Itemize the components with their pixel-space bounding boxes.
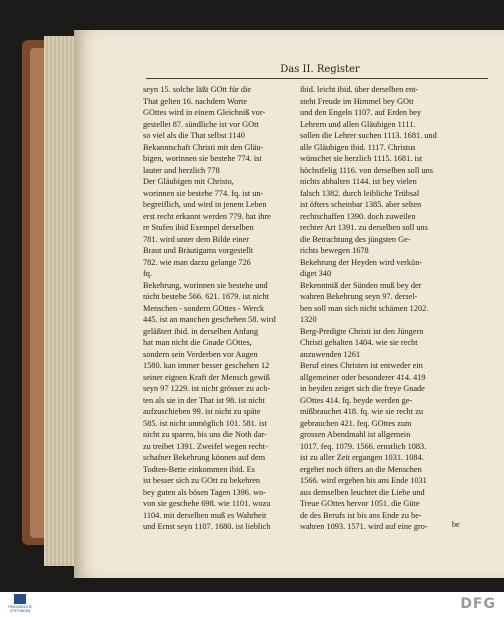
text-line: aufzuschieben 99. ist nicht zu späte bbox=[143, 407, 261, 416]
viewer-footer bbox=[0, 592, 504, 617]
text-line: de des Berufs ist bis ans Ende zu be- bbox=[300, 510, 422, 520]
text-line: Bekehrung der Heyden wird verkün- bbox=[300, 257, 423, 267]
text-line: 1104. mit derselben muß es Wahrheit bbox=[143, 510, 267, 520]
franckesche-stiftungen-logo bbox=[4, 594, 36, 616]
text-line: Todten-Bette einkommen ibid. Es bbox=[143, 464, 255, 474]
text-line: 781. wird unter dem Bilde einer bbox=[143, 234, 249, 244]
text-line: 1580. kan immer besser geschehen 12 bbox=[143, 361, 270, 370]
text-line: schafner Bekehrung können auf dem bbox=[143, 453, 266, 462]
text-line: GOttes 414. fq. beyde werden ge- bbox=[300, 395, 413, 405]
text-line: höchstfelig 1116. von derselben soll uns bbox=[300, 165, 434, 175]
text-line: Beruf eines Christen ist entweder ein bbox=[300, 361, 423, 370]
text-line: ibid. leicht ibid. über derselben ent- bbox=[300, 85, 419, 94]
text-line: ist zu aller Zeit ergangen 1031. 1084. bbox=[300, 453, 424, 462]
text-line: ten als sie in der That ist 98. ist nicht bbox=[143, 395, 265, 405]
text-line: von sie geschehe 698. wie 1101. wozu bbox=[143, 499, 271, 508]
text-line: Treue GOttes hervor 1051. die Güte bbox=[300, 499, 420, 508]
text-line: so viel als die That selbst 1140 bbox=[143, 131, 245, 140]
text-line: nicht bestehe 566. 621. 1679. ist nicht bbox=[143, 292, 270, 301]
text-line: aus demselben leuchtet die Liebe und bbox=[300, 487, 425, 497]
text-line: begreiflich, und wird in jenem Leben bbox=[143, 200, 267, 209]
text-line: mißbrauchet 418. fq. wie sie recht zu bbox=[300, 407, 424, 416]
text-line: geläßtert ibid. in derselben Anfang bbox=[143, 326, 258, 336]
text-line: diget 340 bbox=[300, 269, 332, 278]
text-line: ist öfters scheinbar 1385. aber selten bbox=[300, 200, 422, 209]
text-line: re Stufen ibid Exempel derselben bbox=[143, 223, 254, 232]
text-line: hat man nicht die Gnade GOttes, bbox=[143, 338, 252, 347]
text-line: grossen Abendmahl ist allgemein bbox=[300, 430, 411, 439]
logo-text: FRANCKESCHE STIFTUNGEN bbox=[8, 605, 32, 613]
text-line: sollen die Lehrer suchen 1113. 1681. und bbox=[300, 131, 437, 140]
text-line: Bekenntniß der Sünden muß bey der bbox=[300, 280, 422, 290]
catchword: be bbox=[452, 520, 460, 529]
left-column bbox=[143, 84, 301, 533]
text-line: seyn 97 1229. ist nicht grösser zu ach- bbox=[143, 384, 271, 393]
right-column bbox=[300, 84, 458, 533]
text-line: fq. bbox=[143, 269, 152, 278]
running-head: Das II. Register bbox=[280, 64, 360, 75]
dfg-logo: DFG bbox=[460, 596, 496, 612]
text-line: nichts abhalten 1144. ist bey vielen bbox=[300, 177, 417, 186]
text-line: ben soll man sich nicht schämen 1202. bbox=[300, 303, 429, 313]
text-line: sondern sein Verderben vor Augen bbox=[143, 349, 258, 359]
text-line: gestellet 87. sündliche ist vor GOtt bbox=[143, 119, 259, 129]
text-line: 445. ist an manchen geschehen 58. wird bbox=[143, 315, 276, 324]
text-line: bigen, worinnen sie bestehe 774. ist bbox=[143, 154, 262, 163]
text-line: die Betrachtung des jüngsten Ge- bbox=[300, 234, 411, 244]
text-line: bey guten als bösen Tagen 1396. wo- bbox=[143, 487, 267, 497]
text-line: seyn 15. solche läßt GOtt für die bbox=[143, 85, 252, 94]
text-line: in beyden zeiget sich die freye Gnade bbox=[300, 384, 425, 393]
text-line: Bekehrung, worinnen sie bestehe und bbox=[143, 280, 268, 290]
text-line: 782. wie man darzu gelange 726 bbox=[143, 257, 251, 267]
text-line: steht Freude im Himmel bey GOtt bbox=[300, 96, 414, 106]
text-line: Der Gläubigen mit Christo, bbox=[143, 177, 234, 186]
text-line: falsch 1382. durch leibliche Trübsal bbox=[300, 188, 420, 198]
text-line: Bekanntschaft Christi mit den Gläu- bbox=[143, 142, 264, 152]
header-rule bbox=[146, 78, 488, 79]
text-line: zu treibet 1391. Zweifel wegen recht- bbox=[143, 441, 268, 451]
text-line: seiner eignen Kraft der Mensch gewiß bbox=[143, 372, 270, 382]
text-line: 1320 bbox=[300, 315, 317, 324]
text-line: allgemeiner oder besonderer 414. 419 bbox=[300, 372, 426, 382]
text-line: erst recht erkannt werden 779. hat ihre bbox=[143, 211, 271, 221]
text-line: GOttes wird in einem Gleichniß vor- bbox=[143, 108, 266, 117]
text-line: und Ernst seyn 1107. 1680. ist lieblich bbox=[143, 522, 271, 531]
text-line: Lehrern und allen Gläubigen 1111. bbox=[300, 119, 416, 129]
text-line: 1566. wird ergehen bis ans Ende 1031 bbox=[300, 476, 427, 485]
text-line: ergehet noch öfters an die Menschen bbox=[300, 464, 422, 474]
text-line: wünschet sie herzlich 1115. 1681. ist bbox=[300, 154, 423, 163]
text-line: anzuwenden 1261 bbox=[300, 349, 361, 359]
text-line: worinnen sie bestehe 774. fq. ist un- bbox=[143, 188, 264, 198]
text-line: wahren 1093. 1571. wird auf eine gro- bbox=[300, 522, 428, 531]
text-line: 585. ist nicht unmöglich 101. 581. ist bbox=[143, 418, 267, 428]
text-line: rechter Art 1391. zu derselben soll uns bbox=[300, 223, 428, 232]
text-line: Berg-Predigte Christi ist den Jüngern bbox=[300, 326, 424, 336]
text-line: Braut und Bräutigams vorgestellt bbox=[143, 246, 254, 255]
text-line: lauter und herzlich 778 bbox=[143, 165, 220, 175]
logo-icon bbox=[14, 594, 26, 604]
text-line: nicht zu sparen, bis uns die Noth dar- bbox=[143, 430, 267, 439]
text-line: Christi gehalten 1404. wie sie recht bbox=[300, 338, 418, 347]
text-line: richts bewegen 1678 bbox=[300, 246, 369, 255]
text-line: wahren Bekehrung seyn 97. dersel- bbox=[300, 292, 418, 301]
text-line: und den Engeln 1107. auf Erden bey bbox=[300, 108, 422, 117]
text-line: alle Gläubigen ibid. 1117. Christus bbox=[300, 142, 416, 152]
text-line: ist besser sich zu GOtt zu bekehren bbox=[143, 476, 261, 485]
text-line: That gelten 16. nachdem Worte bbox=[143, 96, 248, 106]
text-line: rechtschaffen 1390. doch zuweilen bbox=[300, 211, 416, 221]
text-line: gebrauchen 421. feq. GOttes zum bbox=[300, 418, 412, 428]
text-line: Menschen - sondern GOttes - Werck bbox=[143, 303, 265, 313]
text-line: 1017. feq. 1079. 1566. ernstlich 1083. bbox=[300, 441, 427, 451]
